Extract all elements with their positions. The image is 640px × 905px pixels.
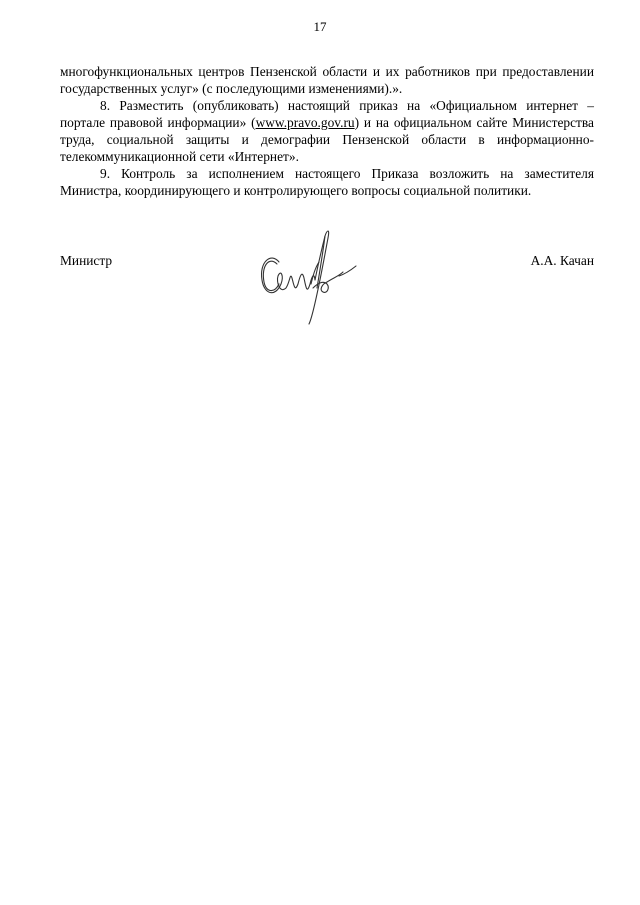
pravo-gov-link[interactable]: www.pravo.gov.ru bbox=[255, 115, 355, 130]
paragraph-item-9: 9. Контроль за исполнением настоящего Приказа возложить на заместителя Министра, координирующего и контролирующего вопросы социальной политики. bbox=[60, 166, 594, 198]
signatory-name: А.А. Качан bbox=[530, 253, 594, 268]
page-number: 17 bbox=[313, 19, 327, 34]
paragraph-item-8 bbox=[60, 97, 594, 165]
document-body bbox=[60, 63, 594, 199]
handwritten-signature bbox=[253, 222, 363, 327]
paragraph-continuation: многофункциональных центров Пензенской области и их работников при предоставлении государственных услуг» (с последующими изменениями).». bbox=[60, 64, 594, 96]
paragraph-item-8-text-end: ) и на официальном сайте Министерства труда, социальной защиты и демографии Пензенской области в информационно-телекоммуникационной сети «Интернет». bbox=[60, 115, 595, 164]
signatory-title: Министр bbox=[60, 253, 113, 268]
paragraph-item-8-text-start: 8. Разместить (опубликовать) настоящий приказ на «Официальном интернет – портале правовой информации» ( bbox=[60, 98, 594, 130]
